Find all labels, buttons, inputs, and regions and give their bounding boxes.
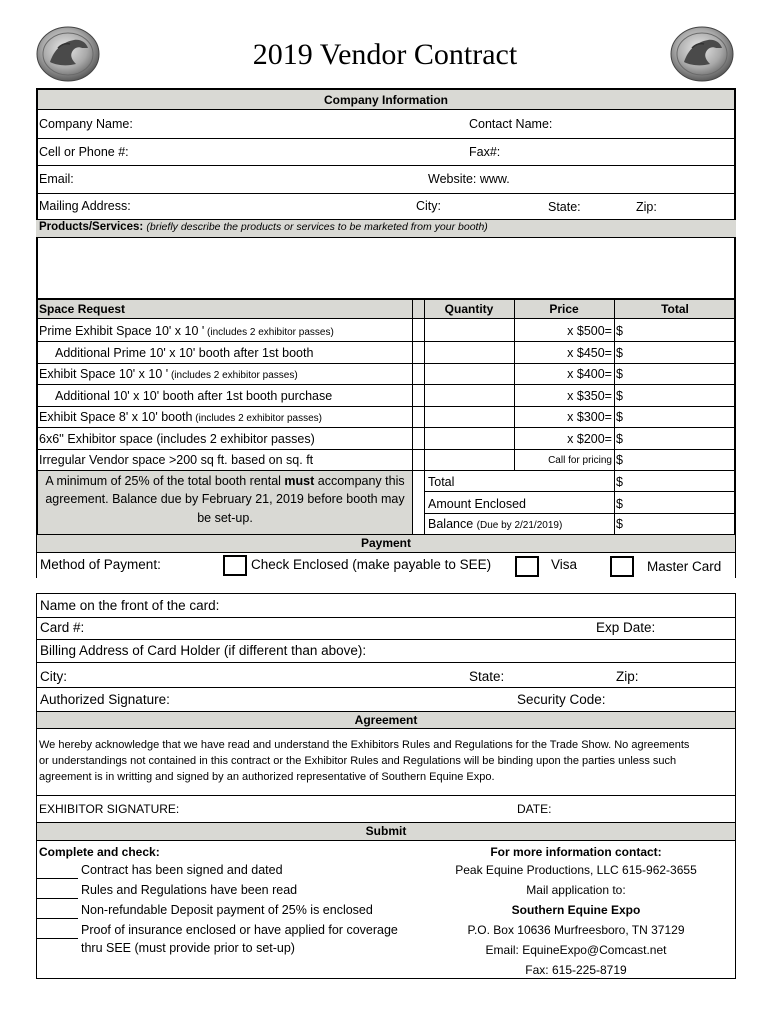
deposit-note-line1: A minimum of 25% of the total booth rental must accompany this — [45, 474, 405, 488]
checklist-item: Contract has been signed and dated — [81, 863, 283, 877]
checklist-item: Non-refundable Deposit payment of 25% is enclosed — [81, 903, 373, 917]
company-info-header: Company Information — [36, 88, 736, 110]
total-cell[interactable]: $ — [616, 367, 623, 381]
products-services-label: Products/Services: (briefly describe the products or services to be marketed from your booth) — [39, 221, 488, 233]
checklist-item: Rules and Regulations have been read — [81, 883, 298, 897]
website-field[interactable]: Website: www. — [428, 172, 510, 186]
total-cell[interactable]: $ — [616, 346, 623, 360]
complete-and-check-label: Complete and check: — [39, 845, 160, 859]
card-city-field[interactable]: City: — [40, 669, 67, 684]
checklist-item: thru SEE (must provide prior to set-up) — [81, 941, 295, 955]
email-field[interactable]: Email: — [39, 172, 74, 186]
fax-field[interactable]: Fax#: — [469, 145, 501, 159]
agreement-text-line2: or understandings not contained in this contract or the Exhibitor Rules and Regulations will be binding upon the parties unless such — [39, 755, 677, 767]
check-enclosed-label: Check Enclosed (make payable to SEE) — [251, 557, 492, 572]
company-name-field[interactable]: Company Name: — [39, 117, 133, 131]
total-cell[interactable]: $ — [616, 453, 623, 467]
info-contact-header: For more information contact: — [490, 845, 662, 859]
payment-header: Payment — [36, 534, 736, 553]
agreement-text-line3: agreement is in writting and signed by an authorized representative of Southern Equine Expo. — [39, 771, 495, 783]
space-row-irregular: Irregular Vendor space >200 sq ft. based on sq. ft — [39, 453, 314, 467]
agreement-text-line1: We hereby acknowledge that we have read and understand the Exhibitors Rules and Regulations for the Trade Show. No agreements — [39, 739, 690, 751]
total-header: Total — [661, 302, 689, 316]
mail-application-label: Mail application to: — [526, 883, 626, 897]
agreement-header: Agreement — [36, 711, 736, 729]
total-cell[interactable]: $ — [616, 432, 623, 446]
expo-name: Southern Equine Expo — [511, 903, 641, 917]
billing-address-field[interactable]: Billing Address of Card Holder (if different than above): — [40, 643, 367, 658]
mastercard-checkbox[interactable] — [610, 556, 634, 577]
quantity-inputs[interactable] — [425, 319, 514, 469]
price-cell: x $200= — [567, 432, 612, 446]
exp-date-field[interactable]: Exp Date: — [596, 620, 656, 635]
visa-label: Visa — [551, 557, 578, 572]
mailing-address: P.O. Box 10636 Murfreesboro, TN 37129 — [467, 923, 685, 937]
page-title: 2019 Vendor Contract — [252, 38, 518, 71]
space-request-header: Space Request — [39, 302, 126, 316]
deposit-note-line2: agreement. Balance due by February 21, 2019 before booth may — [45, 492, 405, 506]
visa-checkbox[interactable] — [515, 556, 539, 577]
card-state-field[interactable]: State: — [469, 669, 505, 684]
authorized-signature-field[interactable]: Authorized Signature: — [40, 692, 170, 707]
checklist-item: Proof of insurance enclosed or have applied for coverage — [81, 923, 398, 937]
exhibitor-signature-field[interactable]: EXHIBITOR SIGNATURE: — [39, 802, 180, 816]
price-cell: x $350= — [567, 389, 612, 403]
zip-field[interactable]: Zip: — [636, 200, 657, 214]
date-field[interactable]: DATE: — [517, 802, 552, 816]
amount-enclosed-value[interactable]: $ — [616, 497, 623, 511]
price-cell: x $400= — [567, 367, 612, 381]
card-zip-field[interactable]: Zip: — [616, 669, 639, 684]
total-cell[interactable]: $ — [616, 389, 623, 403]
card-number-field[interactable]: Card #: — [40, 620, 85, 635]
space-row-prime: Prime Exhibit Space 10' x 10 ' (includes 2 exhibitor passes) — [39, 324, 334, 338]
balance-label: Balance (Due by 2/21/2019) — [428, 517, 563, 531]
price-cell: x $300= — [567, 410, 612, 424]
submit-header: Submit — [36, 822, 736, 841]
total-cell[interactable]: $ — [616, 410, 623, 424]
deposit-note-line3: be set-up. — [197, 511, 253, 525]
contact-email[interactable]: Email: EquineExpo@Comcast.net — [485, 943, 667, 957]
mailing-address-field[interactable]: Mailing Address: — [39, 199, 131, 213]
price-header: Price — [549, 302, 579, 316]
space-row-additional-prime: Additional Prime 10' x 10' booth after 1st booth — [55, 346, 314, 360]
price-cell: x $450= — [567, 346, 612, 360]
space-row-exhibit-10x10: Exhibit Space 10' x 10 ' (includes 2 exhibitor passes) — [39, 367, 298, 381]
contact-fax: Fax: 615-225-8719 — [525, 963, 627, 977]
organization-phone: Peak Equine Productions, LLC 615-962-3655 — [455, 863, 697, 877]
space-row-6x6: 6x6'' Exhibitor space (includes 2 exhibitor passes) — [39, 432, 315, 446]
price-cell: x $500= — [567, 324, 612, 338]
total-value[interactable]: $ — [616, 475, 623, 489]
method-of-payment-label: Method of Payment: — [40, 557, 161, 572]
state-field[interactable]: State: — [548, 200, 581, 214]
name-on-card-field[interactable]: Name on the front of the card: — [40, 598, 220, 613]
space-row-additional-booth: Additional 10' x 10' booth after 1st booth purchase — [55, 389, 333, 403]
contact-name-field[interactable]: Contact Name: — [469, 117, 553, 131]
quantity-header: Quantity — [444, 302, 494, 316]
check-enclosed-checkbox[interactable] — [223, 555, 247, 576]
mastercard-label: Master Card — [647, 559, 722, 574]
balance-value[interactable]: $ — [616, 517, 623, 531]
products-services-input[interactable] — [38, 238, 734, 298]
total-cell[interactable]: $ — [616, 324, 623, 338]
phone-field[interactable]: Cell or Phone #: — [39, 145, 129, 159]
security-code-field[interactable]: Security Code: — [517, 692, 606, 707]
total-label: Total — [428, 475, 455, 489]
amount-enclosed-label: Amount Enclosed — [428, 497, 526, 511]
space-row-exhibit-8x10: Exhibit Space 8' x 10' booth (includes 2 exhibitor passes) — [39, 410, 323, 424]
price-cell: Call for pricing — [548, 455, 612, 466]
city-field[interactable]: City: — [416, 199, 441, 213]
